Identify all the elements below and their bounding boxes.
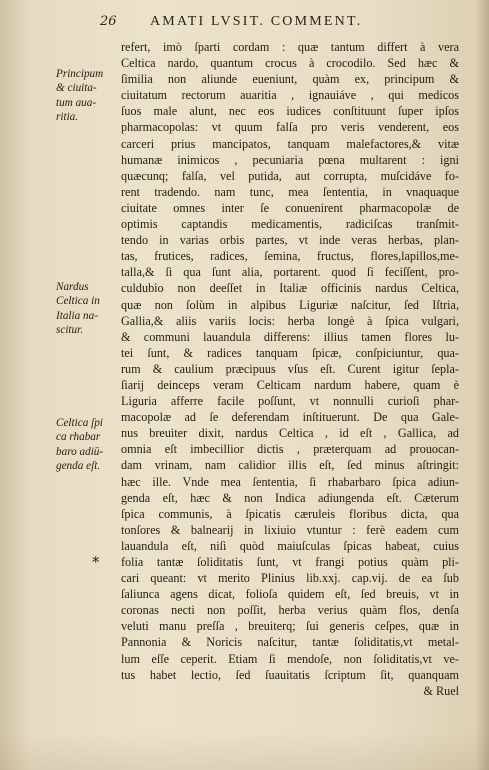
text-line: optimis captandis medicamentis, radiciſcas tranſmit-	[121, 217, 459, 232]
margin-note-line: tum aua-	[56, 96, 97, 109]
margin-note-3	[56, 416, 118, 474]
text-line: rent tradendo. nam tunc, mea ſententia, in vnaquaque	[121, 184, 459, 199]
margin-note-1	[56, 67, 118, 125]
text-line: tus habet lectio, ſed ſuauitatis ſcriptum ſit, quanquam	[121, 667, 459, 682]
text-line: ſiarij deinceps veram Celticam nardum habere, quam è	[121, 377, 459, 392]
text-line: nus breuiter dixit, nardus Celtica , id eſt , Gallica, ad	[121, 426, 459, 441]
body-text	[121, 39, 459, 699]
page-header	[0, 14, 489, 34]
text-line: pharmacopolas: vt quum falſa pro veris venderent, eos	[121, 120, 459, 135]
text-line: quæ non ſolùm in alpibus Liguriæ naſcitur, ſed Iſtria,	[121, 297, 459, 312]
text-line: talla,& ſi qua ſunt alia, portarent. quod ſi feciſſent, pro-	[121, 265, 459, 280]
asterisk-marker: *	[92, 553, 100, 571]
text-line: genda eſt, hæc & non Indica adiungenda eſt. Cæterum	[121, 490, 459, 505]
text-line: ſuos male alunt, nec eos iudices conſtituunt ſuper ipſos	[121, 104, 459, 119]
margin-note-line: baro adiū-	[56, 445, 104, 458]
margin-note-line: Principum	[56, 68, 104, 80]
margin-note-2	[56, 280, 118, 338]
text-line: rum & caulium præcipuus vſus eſt. Curent igitur ſepla-	[121, 361, 459, 376]
text-line: humanæ inimicos , pecuniaria pœna multarent : igni	[121, 152, 459, 167]
margin-note-line: Celtica in	[56, 295, 100, 308]
text-line: ſaliunca agens dicat, folioſa quidem eſt, ſed breuis, vt in	[121, 587, 459, 602]
catchword: & Ruel	[423, 683, 459, 698]
text-line: tei ſunt, & radices tanquam ſpicæ, conſpiciuntur, qua-	[121, 345, 459, 360]
text-line: hæc ille. Vnde mea ſententia, ſi rhabarbaro ſpica adiun-	[121, 474, 459, 489]
running-head: AMATI LVSIT. COMMENT.	[150, 14, 363, 29]
text-line: Celtica nardo, quantum crocus à crocodilo. Sed hæc &	[121, 56, 459, 71]
text-line: veluti manu preſſa , breuiterq; ſui generis ceſpes, quæ in	[121, 619, 459, 634]
margin-note-line: & ciuita-	[56, 82, 97, 95]
text-line: lauandula eſt, niſi quòd maiuſculas ſpicas habeat, cuius	[121, 538, 459, 553]
text-line: ſpica communis, à ſpicatis cæruleis floribus dicta, qua	[121, 506, 459, 521]
text-line: quæcunq; falſa, vel putida, aut corrupta, muſcidáve fo-	[121, 168, 459, 183]
page-number: 26	[100, 14, 117, 29]
text-line: Gallia,& aliis variis locis: herba longè à ſpica vulgari,	[121, 313, 459, 328]
margin-note-line: ritia.	[56, 111, 79, 124]
margin-note-line: Celtica ſpi	[56, 417, 103, 429]
margin-note-line: ca rhabar	[56, 431, 101, 444]
margin-note-line: Nardus	[56, 281, 89, 293]
text-line: tas, frutices, radices, ſemina, fructus, flores,lapillos,me-	[121, 249, 459, 264]
margin-note-line: scitur.	[56, 324, 84, 337]
text-line: macopolæ ad ſe deferendam inſtituerunt. De qua Gale-	[121, 410, 459, 425]
text-line: ciuitate omnes inter ſe conuenirent pharmacopolæ de	[121, 200, 459, 215]
text-line: ciuitatum rectorum auaritia , ignauiáve , qui medicos	[121, 88, 459, 103]
text-line: folia tantæ ſoliditatis ſunt, vt frangi potius quàm pli-	[121, 555, 459, 569]
text-line: ſimilia non aliunde eueniunt, quàm ex, principum &	[121, 72, 459, 87]
text-line: culdubio non deeſſet in Italiæ officinis nardus Celtica,	[121, 281, 459, 296]
text-line: dam vrinam, nam calidior illis eſt, ſed minus aſtringit:	[121, 458, 459, 473]
text-line: refert, imò ſparti cordam : quæ tantum differt à vera	[121, 40, 459, 54]
text-line: carceri prius mancipatos, tanquam malefactores,& vitæ	[121, 136, 459, 151]
page-bottom-shade	[0, 732, 489, 770]
text-line: lum eſſe ceperit. Etiam ſi mendoſe, non ſoliditatis,vt ve-	[121, 651, 459, 666]
text-line: tonſores & balnearij in lixiuio vtuntur : ferè eadem cum	[121, 522, 459, 537]
page-edge-shadow	[475, 0, 489, 770]
margin-note-line: genda eſt.	[56, 460, 101, 473]
text-line: coronas necti non poſſit, herba verius quàm flos, denſa	[121, 603, 459, 618]
text-line: Pannonia & Noricis naſcitur, tantæ ſoliditatis,vt metal-	[121, 635, 459, 650]
text-line: cari queant: vt merito Plinius lib.xxj. cap.vij. de ea ſub	[121, 571, 459, 586]
text-line: tendo in varias orbis partes, vt inde veras herbas, plan-	[121, 233, 459, 248]
text-line: & communi lauandula differens: illius tamen flores lu-	[121, 329, 459, 344]
text-line: Liguria afferre facile poſſunt, vt nonnulli curioſi phar-	[121, 394, 459, 409]
text-line: omnia eſt imbecillior dictis , præterquam ad prouocan-	[121, 442, 459, 457]
margin-note-line: Italia na-	[56, 309, 98, 322]
